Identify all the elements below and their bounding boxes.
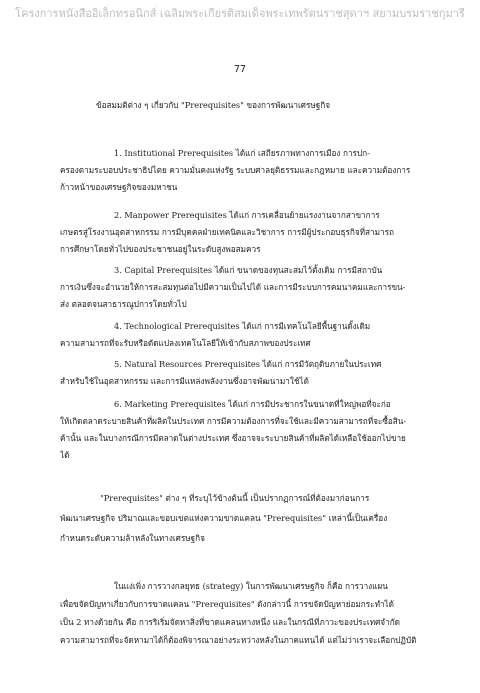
item-1-line-3: ก้าวหน้าของเศรษฐกิจของมหาชน	[60, 182, 178, 192]
item-2-line-3: การศึกษาโดยทั่วไปของประชาชนอยู่ในระดับสูงพอสมควร	[60, 244, 261, 254]
item-3-line-3: ส่ง ตลอดจนสาธารณูปการโดยทั่วไป	[60, 299, 187, 309]
item-5-line-1: 5. Natural Resources Prerequisites ได้แก่ การมีวัตถุดิบภายในประเทศ	[114, 359, 382, 369]
item-5-line-2: สำหรับใช้ในอุตสาหกรรม และการมีแหล่งพลังงานซึ่งอาจพัฒนามาใช้ได้	[60, 376, 309, 386]
paragraph-2-line-2: พัฒนาเศรษฐกิจ ปริมาณและขอบเขตแห่งความขาดแคลน "Prerequisites" เหล่านี้เป็นเครื่อง	[60, 513, 388, 523]
item-2-line-1: 2. Manpower Prerequisites ได้แก่ การเคลื่อนย้ายแรงงานจากสาขาการ	[114, 210, 380, 220]
item-6-line-2: ให้เกิดตลาดระบายสินค้าที่ผลิตในประเทศ การมีความต้องการที่จะใช้และมีความสามารถที่จะซื้อสิน-	[60, 416, 407, 426]
item-1-line-2: ครองตามระบอบประชาธิปไตย ความมั่นคงแห่งรัฐ ระบบศาลยุติธรรมและกฎหมาย และความต้องการ	[60, 165, 411, 175]
item-3-line-2: การเงินซึ่งจะอำนวยให้การสะสมทุนต่อไปมีความเป็นไปได้ และการมีระบบการคมนาคมและการขน-	[60, 282, 406, 292]
paragraph-2-line-1: "Prerequisites" ต่าง ๆ ที่ระบุไว้ข้างต้นนี้ เป็นปรากฏการณ์ที่ต้องมาก่อนการ	[100, 493, 370, 503]
item-3-line-1: 3. Capital Prerequisites ได้แก่ ขนาดของทุนสะสมไว้ตั้งเดิม การมีสถาบัน	[114, 265, 383, 275]
paragraph-2-line-3: กำหนดระดับความล้าหลังในทางเศรษฐกิจ	[60, 533, 205, 543]
watermark-header: โครงการหนังสืออิเล็กทรอนิกส์ เฉลิมพระเกียรติสมเด็จพระเทพรัตนราชสุดาฯ สยามบรมราชกุมารี	[15, 7, 465, 20]
item-6-line-1: 6. Marketing Prerequisites ได้แก่ การมีประชากรในขนาดที่ใหญ่พอที่จะก่อ	[114, 399, 391, 409]
paragraph-3-line-2: เพื่อขจัดปัญหาเกี่ยวกับการขาดแคลน "Prerequisites" ดังกล่าวนี้ การขจัดปัญหาย่อมกระทำได้	[60, 599, 394, 609]
item-1-line-1: 1. Institutional Prerequisites ได้แก่ เสถียรภาพทางการเมือง การปก-	[114, 148, 370, 158]
item-4-line-2: ความสามารถที่จะรับหรือดัดแปลงเทคโนโลยีให้เข้ากับสภาพของประเทศ	[60, 338, 311, 348]
paragraph-3-line-4: ความสามารถที่จะจัดหามาได้ก็ต้องพิจารณาอย่างระหว่างหลังในภาคแทนได้ แต่ไม่ว่าเราจะเลือกปฏิบัติ	[60, 635, 417, 645]
intro-heading: ข้อสมมติต่าง ๆ เกี่ยวกับ "Prerequisites" ของการพัฒนาเศรษฐกิจ	[96, 100, 331, 110]
page-number: 77	[233, 64, 247, 75]
item-4-line-1: 4. Technological Prerequisites ได้แก่ การมีเทคโนโลยีพื้นฐานดั้งเดิม	[114, 321, 371, 331]
item-2-line-2: เกษตรสู่โรงงานอุตสาหกรรม การมีบุคคลฝ่ายเทคนิคและวิชาการ การมีผู้ประกอบธุรกิจที่สามารถ	[60, 227, 394, 237]
item-6-line-4: ได้	[60, 450, 70, 460]
item-6-line-3: ค้านั้น และในบางกรณีการมีตลาดในต่างประเทศ ซึ่งอาจจะระบายสินค้าที่ผลิตได้เหลือใช้ออกไปขาย	[60, 433, 406, 443]
paragraph-3-line-1: ในแง่เพิ่ง การวางกลยุทธ (strategy) ในการพัฒนาเศรษฐกิจ ก็คือ การวางแผน	[114, 581, 388, 591]
paragraph-3-line-3: เป็น 2 ทางด้วยกัน คือ การริเริ่มจัดหาสิ่งที่ขาดแคลนทางหนึ่ง และในกรณีที่ภาวะของประเทศจำกัด	[60, 617, 400, 627]
